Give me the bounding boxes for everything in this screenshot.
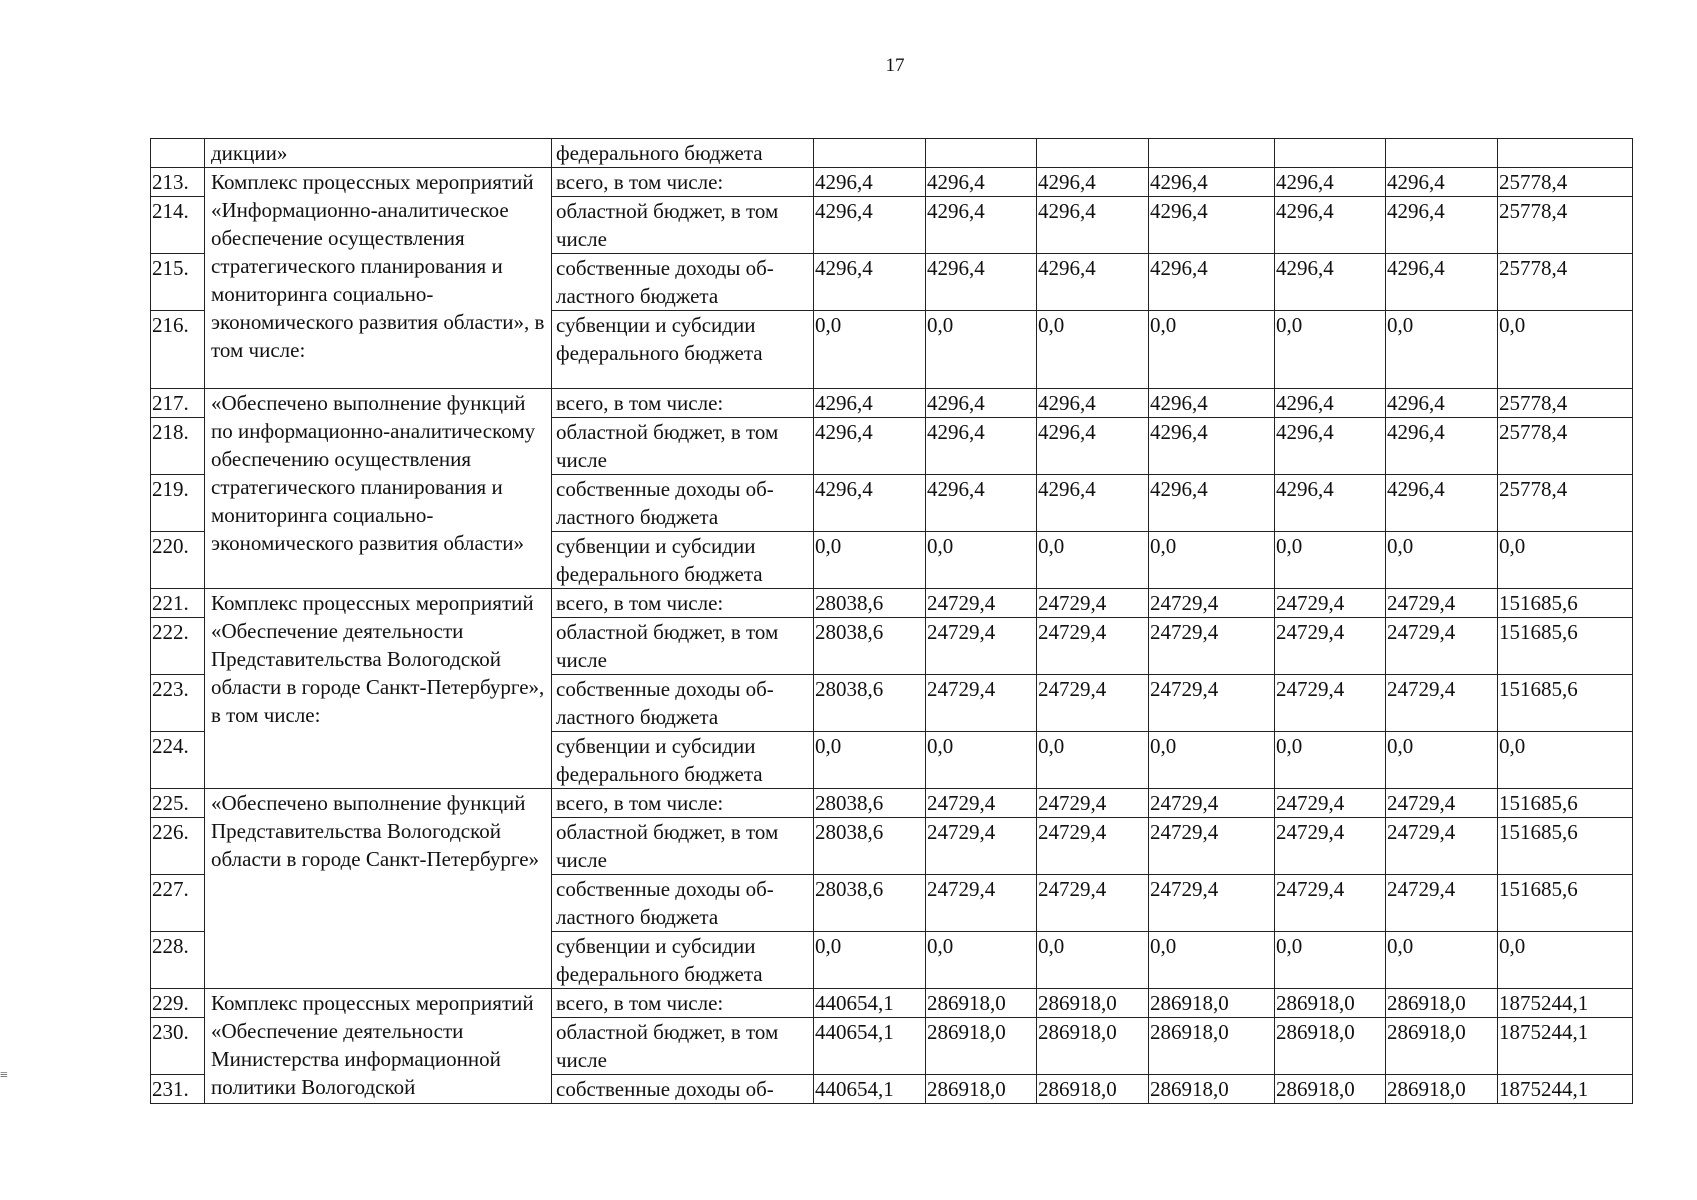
year-value-cell: 0,0 <box>814 732 926 789</box>
measure-name: дикции» <box>205 139 552 168</box>
funding-source: собственные доходы об-ластного бюджета <box>552 475 814 532</box>
year-value-cell: 0,0 <box>1275 532 1386 589</box>
row-number: 226. <box>151 818 205 875</box>
year-value-cell: 4296,4 <box>1149 418 1275 475</box>
year-value-cell <box>1037 139 1149 168</box>
year-value-cell: 4296,4 <box>1386 389 1498 418</box>
year-value-cell: 24729,4 <box>926 818 1037 875</box>
funding-source: собственные доходы об-ластного бюджета <box>552 254 814 311</box>
year-value-cell: 0,0 <box>814 932 926 989</box>
year-value-cell: 24729,4 <box>1386 589 1498 618</box>
year-value-cell: 28038,6 <box>814 618 926 675</box>
year-value-cell: 4296,4 <box>1386 168 1498 197</box>
total-value-cell: 151685,6 <box>1498 675 1633 732</box>
row-number: 214. <box>151 197 205 254</box>
year-value-cell: 24729,4 <box>926 675 1037 732</box>
year-value-cell: 440654,1 <box>814 1018 926 1075</box>
year-value-cell: 4296,4 <box>814 254 926 311</box>
year-value-cell: 24729,4 <box>926 618 1037 675</box>
total-value-cell: 1875244,1 <box>1498 1075 1633 1104</box>
year-value-cell: 0,0 <box>926 732 1037 789</box>
total-value-cell: 25778,4 <box>1498 197 1633 254</box>
total-value-cell: 151685,6 <box>1498 875 1633 932</box>
year-value-cell: 24729,4 <box>1386 875 1498 932</box>
total-value-cell: 25778,4 <box>1498 475 1633 532</box>
year-value-cell <box>814 139 926 168</box>
year-value-cell: 4296,4 <box>814 418 926 475</box>
year-value-cell: 24729,4 <box>1275 675 1386 732</box>
year-value-cell: 4296,4 <box>926 418 1037 475</box>
year-value-cell: 0,0 <box>1275 732 1386 789</box>
funding-source: субвенции и субсидии федерального бюджета <box>552 311 814 389</box>
funding-source: всего, в том числе: <box>552 389 814 418</box>
row-number: 213. <box>151 168 205 197</box>
year-value-cell: 28038,6 <box>814 589 926 618</box>
year-value-cell: 24729,4 <box>1037 618 1149 675</box>
funding-source: областной бюджет, в том числе <box>552 818 814 875</box>
year-value-cell: 24729,4 <box>1149 818 1275 875</box>
row-number: 220. <box>151 532 205 589</box>
year-value-cell: 28038,6 <box>814 818 926 875</box>
row-number: 216. <box>151 311 205 389</box>
year-value-cell: 0,0 <box>1149 311 1275 389</box>
total-value-cell: 25778,4 <box>1498 168 1633 197</box>
year-value-cell: 0,0 <box>926 311 1037 389</box>
page-number: 17 <box>885 55 905 76</box>
year-value-cell: 4296,4 <box>1149 197 1275 254</box>
year-value-cell: 4296,4 <box>1149 389 1275 418</box>
year-value-cell: 24729,4 <box>1275 875 1386 932</box>
year-value-cell <box>1386 139 1498 168</box>
year-value-cell: 4296,4 <box>1275 197 1386 254</box>
year-value-cell: 4296,4 <box>1037 418 1149 475</box>
year-value-cell: 4296,4 <box>1149 475 1275 532</box>
table-row <box>151 589 1633 618</box>
funding-source: областной бюджет, в том числе <box>552 418 814 475</box>
row-number: 217. <box>151 389 205 418</box>
year-value-cell: 4296,4 <box>1275 168 1386 197</box>
row-number: 225. <box>151 789 205 818</box>
year-value-cell: 24729,4 <box>1037 875 1149 932</box>
total-value-cell: 0,0 <box>1498 932 1633 989</box>
year-value-cell: 4296,4 <box>926 389 1037 418</box>
table-row <box>151 389 1633 418</box>
year-value-cell: 286918,0 <box>1275 1075 1386 1104</box>
row-number: 219. <box>151 475 205 532</box>
funding-source: всего, в том числе: <box>552 989 814 1018</box>
funding-source: всего, в том числе: <box>552 789 814 818</box>
year-value-cell: 286918,0 <box>1037 1075 1149 1104</box>
row-number <box>151 139 205 168</box>
year-value-cell: 24729,4 <box>1386 618 1498 675</box>
funding-source: всего, в том числе: <box>552 168 814 197</box>
year-value-cell: 4296,4 <box>1275 418 1386 475</box>
year-value-cell: 4296,4 <box>1386 254 1498 311</box>
year-value-cell: 440654,1 <box>814 1075 926 1104</box>
year-value-cell: 28038,6 <box>814 875 926 932</box>
measure-name: «Обеспечено выполнение функций Представительства Вологодской области в городе Санкт-Петербурге» <box>205 789 552 989</box>
year-value-cell: 0,0 <box>1275 932 1386 989</box>
funding-source: собственные доходы об-ластного бюджета <box>552 875 814 932</box>
year-value-cell: 0,0 <box>1037 532 1149 589</box>
year-value-cell: 286918,0 <box>1149 1075 1275 1104</box>
year-value-cell: 4296,4 <box>1037 197 1149 254</box>
year-value-cell: 24729,4 <box>1275 618 1386 675</box>
funding-source: областной бюджет, в том числе <box>552 197 814 254</box>
funding-source: всего, в том числе: <box>552 589 814 618</box>
year-value-cell <box>926 139 1037 168</box>
year-value-cell: 0,0 <box>1386 932 1498 989</box>
total-value-cell: 0,0 <box>1498 532 1633 589</box>
year-value-cell: 0,0 <box>1149 932 1275 989</box>
row-number: 230. <box>151 1018 205 1075</box>
year-value-cell: 286918,0 <box>1386 1018 1498 1075</box>
table-row <box>151 168 1633 197</box>
funding-source: субвенции и субсидии федерального бюджета <box>552 932 814 989</box>
year-value-cell: 4296,4 <box>814 197 926 254</box>
row-number: 228. <box>151 932 205 989</box>
total-value-cell <box>1498 139 1633 168</box>
year-value-cell: 0,0 <box>1149 532 1275 589</box>
row-number: 229. <box>151 989 205 1018</box>
year-value-cell: 24729,4 <box>1037 589 1149 618</box>
year-value-cell: 286918,0 <box>926 1018 1037 1075</box>
year-value-cell: 24729,4 <box>1149 589 1275 618</box>
year-value-cell: 24729,4 <box>1149 875 1275 932</box>
year-value-cell: 4296,4 <box>1386 418 1498 475</box>
total-value-cell: 151685,6 <box>1498 589 1633 618</box>
year-value-cell: 4296,4 <box>814 168 926 197</box>
year-value-cell: 24729,4 <box>1149 675 1275 732</box>
year-value-cell: 24729,4 <box>1275 818 1386 875</box>
funding-source: областной бюджет, в том числе <box>552 1018 814 1075</box>
year-value-cell: 4296,4 <box>926 168 1037 197</box>
year-value-cell: 286918,0 <box>1386 1075 1498 1104</box>
left-edge-mark: ≡ <box>0 1068 8 1083</box>
year-value-cell: 0,0 <box>1037 732 1149 789</box>
year-value-cell: 4296,4 <box>926 475 1037 532</box>
total-value-cell: 151685,6 <box>1498 618 1633 675</box>
year-value-cell: 4296,4 <box>1275 475 1386 532</box>
total-value-cell: 0,0 <box>1498 311 1633 389</box>
year-value-cell: 286918,0 <box>1275 989 1386 1018</box>
funding-source: собственные доходы об- <box>552 1075 814 1104</box>
row-number: 215. <box>151 254 205 311</box>
measure-name: Комплекс процессных мероприятий «Обеспечение деятельности Представительства Вологодской области в городе Санкт-Петербурге», в том числе: <box>205 589 552 789</box>
year-value-cell: 0,0 <box>1386 532 1498 589</box>
year-value-cell: 24729,4 <box>1386 818 1498 875</box>
funding-source: федерального бюджета <box>552 139 814 168</box>
year-value-cell: 286918,0 <box>1386 989 1498 1018</box>
row-number: 222. <box>151 618 205 675</box>
year-value-cell: 4296,4 <box>926 254 1037 311</box>
year-value-cell: 24729,4 <box>1037 675 1149 732</box>
table-body <box>151 139 1633 1104</box>
year-value-cell: 0,0 <box>1386 732 1498 789</box>
year-value-cell: 4296,4 <box>926 197 1037 254</box>
table-row <box>151 139 1633 168</box>
year-value-cell: 0,0 <box>814 532 926 589</box>
funding-source: собственные доходы об-ластного бюджета <box>552 675 814 732</box>
year-value-cell <box>1149 139 1275 168</box>
funding-source: субвенции и субсидии федерального бюджета <box>552 732 814 789</box>
year-value-cell: 4296,4 <box>1037 254 1149 311</box>
year-value-cell: 28038,6 <box>814 675 926 732</box>
total-value-cell: 151685,6 <box>1498 818 1633 875</box>
year-value-cell: 0,0 <box>1386 311 1498 389</box>
year-value-cell: 286918,0 <box>926 1075 1037 1104</box>
row-number: 227. <box>151 875 205 932</box>
funding-source: субвенции и субсидии федерального бюджета <box>552 532 814 589</box>
year-value-cell: 4296,4 <box>1037 168 1149 197</box>
year-value-cell: 4296,4 <box>1386 197 1498 254</box>
year-value-cell: 286918,0 <box>1037 989 1149 1018</box>
year-value-cell: 4296,4 <box>1275 389 1386 418</box>
row-number: 221. <box>151 589 205 618</box>
year-value-cell: 0,0 <box>1149 732 1275 789</box>
total-value-cell: 0,0 <box>1498 732 1633 789</box>
budget-table <box>150 138 1633 1104</box>
year-value-cell: 4296,4 <box>814 475 926 532</box>
year-value-cell: 286918,0 <box>1149 989 1275 1018</box>
row-number: 224. <box>151 732 205 789</box>
total-value-cell: 1875244,1 <box>1498 1018 1633 1075</box>
table-row <box>151 989 1633 1018</box>
funding-source: областной бюджет, в том числе <box>552 618 814 675</box>
total-value-cell: 1875244,1 <box>1498 989 1633 1018</box>
year-value-cell <box>1275 139 1386 168</box>
year-value-cell: 4296,4 <box>1037 475 1149 532</box>
table-row <box>151 789 1633 818</box>
year-value-cell: 24729,4 <box>1386 675 1498 732</box>
year-value-cell: 4296,4 <box>1149 254 1275 311</box>
year-value-cell: 286918,0 <box>926 989 1037 1018</box>
year-value-cell: 28038,6 <box>814 789 926 818</box>
total-value-cell: 151685,6 <box>1498 789 1633 818</box>
row-number: 223. <box>151 675 205 732</box>
year-value-cell: 0,0 <box>1037 932 1149 989</box>
year-value-cell: 24729,4 <box>1037 789 1149 818</box>
year-value-cell: 4296,4 <box>814 389 926 418</box>
year-value-cell: 24729,4 <box>1149 789 1275 818</box>
year-value-cell: 24729,4 <box>1037 818 1149 875</box>
year-value-cell: 24729,4 <box>1386 789 1498 818</box>
year-value-cell: 4296,4 <box>1275 254 1386 311</box>
year-value-cell: 24729,4 <box>1275 789 1386 818</box>
year-value-cell: 24729,4 <box>926 789 1037 818</box>
year-value-cell: 0,0 <box>1037 311 1149 389</box>
year-value-cell: 286918,0 <box>1275 1018 1386 1075</box>
year-value-cell: 24729,4 <box>1275 589 1386 618</box>
year-value-cell: 24729,4 <box>926 875 1037 932</box>
year-value-cell: 286918,0 <box>1149 1018 1275 1075</box>
measure-name: «Обеспечено выполнение функций по информационно-аналитическому обеспечению осуществления стратегического планирования и мониторинга социально-экономического развития области» <box>205 389 552 589</box>
year-value-cell: 0,0 <box>814 311 926 389</box>
year-value-cell: 4296,4 <box>1037 389 1149 418</box>
year-value-cell: 4296,4 <box>1386 475 1498 532</box>
year-value-cell: 24729,4 <box>1149 618 1275 675</box>
year-value-cell: 24729,4 <box>926 589 1037 618</box>
row-number: 218. <box>151 418 205 475</box>
total-value-cell: 25778,4 <box>1498 418 1633 475</box>
year-value-cell: 0,0 <box>1275 311 1386 389</box>
year-value-cell: 286918,0 <box>1037 1018 1149 1075</box>
row-number: 231. <box>151 1075 205 1104</box>
year-value-cell: 4296,4 <box>1149 168 1275 197</box>
year-value-cell: 440654,1 <box>814 989 926 1018</box>
measure-name: Комплекс процессных мероприятий «Информационно-аналитическое обеспечение осуществления стратегического планирования и мониторинга социально-экономического развития области», в том числе: <box>205 168 552 389</box>
year-value-cell: 0,0 <box>926 532 1037 589</box>
total-value-cell: 25778,4 <box>1498 389 1633 418</box>
measure-name: Комплекс процессных мероприятий «Обеспечение деятельности Министерства информационной политики Вологодской <box>205 989 552 1104</box>
total-value-cell: 25778,4 <box>1498 254 1633 311</box>
year-value-cell: 0,0 <box>926 932 1037 989</box>
